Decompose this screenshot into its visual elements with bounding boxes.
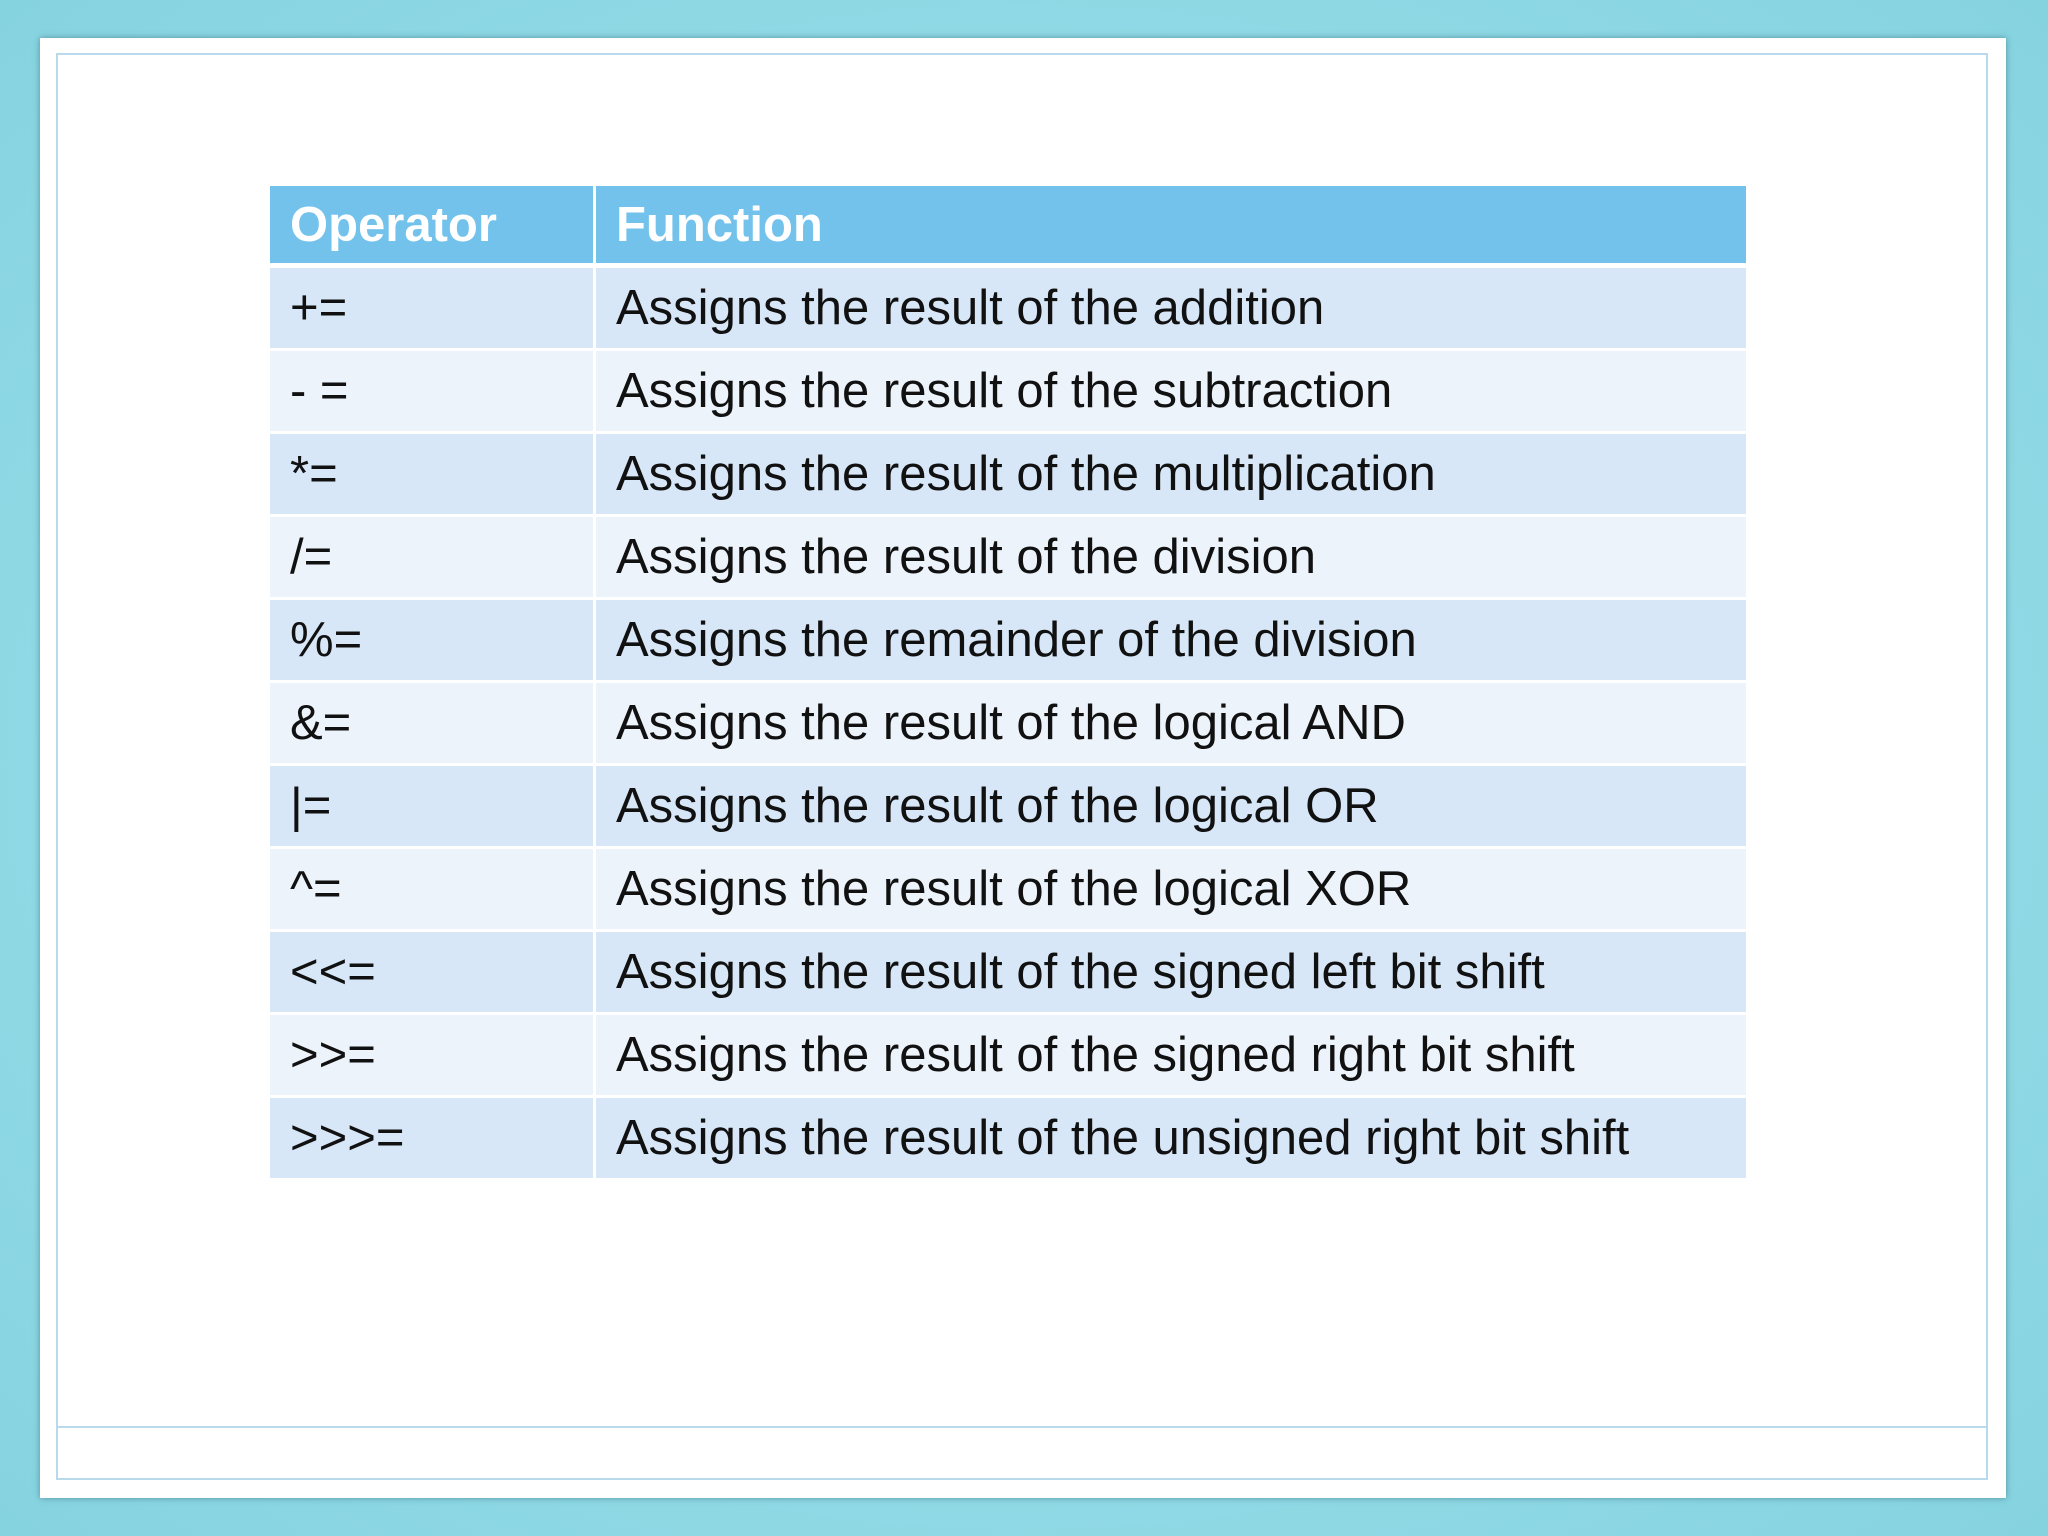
- function-cell: Assigns the result of the subtraction: [596, 351, 1746, 434]
- table-row: [270, 1015, 1746, 1098]
- operator-cell: /=: [270, 517, 596, 600]
- table-row: [270, 849, 1746, 932]
- function-cell: Assigns the result of the unsigned right bit shift: [596, 1098, 1746, 1181]
- table-row: [270, 351, 1746, 434]
- operator-cell: +=: [270, 268, 596, 351]
- operator-cell: |=: [270, 766, 596, 849]
- operator-cell: - =: [270, 351, 596, 434]
- function-cell: Assigns the remainder of the division: [596, 600, 1746, 683]
- header-operator: Operator: [270, 186, 596, 268]
- table-row: [270, 517, 1746, 600]
- operator-cell: >>>=: [270, 1098, 596, 1181]
- header-function: Function: [596, 186, 1746, 268]
- table-row: [270, 683, 1746, 766]
- operator-cell: ^=: [270, 849, 596, 932]
- table-row: [270, 1098, 1746, 1181]
- function-cell: Assigns the result of the logical AND: [596, 683, 1746, 766]
- function-cell: Assigns the result of the division: [596, 517, 1746, 600]
- function-cell: Assigns the result of the signed left bit shift: [596, 932, 1746, 1015]
- operator-cell: >>=: [270, 1015, 596, 1098]
- function-cell: Assigns the result of the signed right bit shift: [596, 1015, 1746, 1098]
- operator-cell: *=: [270, 434, 596, 517]
- function-cell: Assigns the result of the logical OR: [596, 766, 1746, 849]
- operator-cell: %=: [270, 600, 596, 683]
- operator-cell: <<=: [270, 932, 596, 1015]
- operator-cell: &=: [270, 683, 596, 766]
- table-row: [270, 932, 1746, 1015]
- table-row: [270, 766, 1746, 849]
- table-row: [270, 434, 1746, 517]
- function-cell: Assigns the result of the multiplication: [596, 434, 1746, 517]
- table-row: [270, 600, 1746, 683]
- operators-table: [270, 186, 1746, 1181]
- function-cell: Assigns the result of the addition: [596, 268, 1746, 351]
- table-header-row: [270, 186, 1746, 268]
- table-row: [270, 268, 1746, 351]
- function-cell: Assigns the result of the logical XOR: [596, 849, 1746, 932]
- footer-divider: [56, 1426, 1988, 1428]
